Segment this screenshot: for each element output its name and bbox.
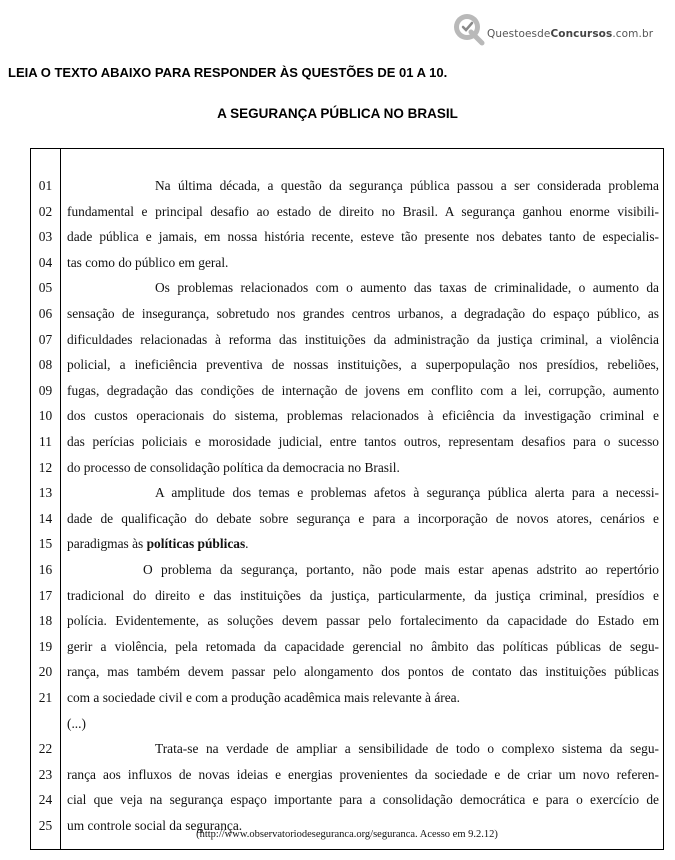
line-number: 02 (38, 203, 53, 219)
line-text: A amplitude dos temas e problemas afetos à segurança pública alerta para a necessi- (155, 485, 659, 501)
text-line (31, 659, 663, 684)
line-text: Os problemas relacionados com o aumento das taxas de criminalidade, o aumento da (155, 280, 659, 296)
instructions-heading: LEIA O TEXTO ABAIXO PARA RESPONDER ÀS QUESTÕES DE 01 A 10. (8, 65, 448, 80)
text-line (31, 787, 663, 812)
line-text: do processo de consolidação política da democracia no Brasil. (67, 459, 400, 475)
text-line (31, 531, 663, 556)
line-number: 16 (38, 562, 53, 577)
text-title: A SEGURANÇA PÚBLICA NO BRASIL (217, 106, 458, 121)
text-line (31, 301, 663, 326)
line-number: 15 (38, 536, 53, 552)
line-number: 23 (38, 766, 53, 782)
line-text: fugas, degradação das condições de internação de jovens em conflito com a lei, corrupção, aumento (67, 382, 659, 398)
line-text: dos custos operacionais do sistema, problemas relacionados à eficiência da investigação criminal e (67, 408, 659, 424)
line-text: Trata-se na verdade de ampliar a sensibilidade de todo o complexo sistema da segu- (155, 741, 659, 757)
text-line (31, 199, 663, 224)
line-number: 13 (38, 485, 53, 501)
line-number: 24 (38, 792, 53, 808)
text-line (31, 250, 663, 275)
line-number: 03 (38, 229, 53, 245)
line-number: 11 (39, 434, 52, 449)
logo-wordmark: QuestoesdeConcursos.com.br (487, 28, 654, 40)
text-line (31, 224, 663, 249)
line-number: 09 (38, 382, 53, 398)
line-number: 07 (38, 331, 53, 347)
bold-term: políticas públicas (146, 536, 246, 552)
text-line (31, 352, 663, 377)
line-text: (...) (67, 715, 86, 731)
line-number: 14 (38, 510, 53, 526)
line-text: rança aos influxos de novas ideias e energias provenientes da sociedade e de criar um novo referen- (67, 766, 659, 782)
line-text: policial, a ineficiência preventiva de nossas instituições, a superpopulação nos presídios, rebeliões, (67, 357, 659, 373)
text-line (31, 327, 663, 352)
line-number: 18 (38, 613, 53, 629)
line-text: das perícias policiais e morosidade judicial, entre tantos outros, representam desafios para o sucesso (67, 434, 659, 449)
line-text: sensação de insegurança, sobretudo nos grandes centros urbanos, a degradação do espaço público, as (67, 306, 659, 321)
line-number: 17 (38, 587, 53, 603)
text-line (31, 275, 663, 300)
text-line (31, 608, 663, 633)
line-number: 22 (38, 741, 53, 757)
line-text: O problema da segurança, portanto, não pode mais estar apenas adstrito ao repertório (143, 562, 659, 577)
line-text: dade pública e jamais, em nossa história recente, esteve tão presente nos debates tanto de especialis- (67, 229, 659, 245)
text-line (31, 429, 663, 454)
line-text: paradigmas às políticas públicas. (67, 536, 249, 552)
text-line (31, 711, 663, 736)
line-text: dade de qualificação do debate sobre segurança e para a incorporação de novos atores, cenários e (67, 510, 659, 526)
text-line (31, 762, 663, 787)
line-text: fundamental e principal desafio ao estado de direito no Brasil. A segurança ganhou enorme visibili- (67, 203, 659, 219)
line-text: com a sociedade civil e com a produção acadêmica mais relevante à área. (67, 690, 460, 705)
line-number: 01 (38, 178, 53, 193)
line-text: tradicional do direito e das instituições da justiça, particularmente, da justiça criminal, presídios e (67, 587, 659, 603)
line-text: tas como do público em geral. (67, 254, 229, 270)
line-number: 05 (38, 280, 53, 296)
text-line (31, 583, 663, 608)
text-line (31, 557, 663, 582)
line-number: 06 (38, 306, 53, 321)
line-text: cial que veja na segurança espaço importante para a consolidação democrática e para o exercício de (67, 792, 659, 808)
text-line (31, 403, 663, 428)
line-number: 04 (38, 254, 53, 270)
line-number: 08 (38, 357, 53, 373)
line-number: 12 (38, 459, 53, 475)
text-line (31, 455, 663, 480)
line-text: Na última década, a questão da segurança pública passou a ser considerada problema (155, 178, 659, 193)
line-text: dificuldades relacionadas à reforma das instituições da administração da justiça criminal, a violência (67, 331, 659, 347)
site-logo (451, 8, 661, 48)
text-line (31, 685, 663, 710)
text-line (31, 736, 663, 761)
line-text: gerir a violência, pela retomada da capacidade gerencial no âmbito das políticas públicas de segu- (67, 638, 659, 654)
text-box (30, 148, 664, 850)
text-line (31, 378, 663, 403)
text-line (31, 173, 663, 198)
line-text: rança, mas também devem passar pelo alongamento dos pontos de contato das instituições públicas (67, 664, 659, 680)
text-line (31, 506, 663, 531)
line-number: 25 (38, 818, 53, 833)
text-line (31, 480, 663, 505)
line-text: polícia. Evidentemente, as soluções devem passar pelo fortalecimento da capacidade do Estado em (67, 613, 659, 629)
line-number: 21 (38, 690, 53, 705)
line-text: um controle social da segurança. (67, 818, 243, 833)
logo-emblem-icon (451, 10, 487, 46)
source-citation: (http://www.observatoriodeseguranca.org/seguranca. Acesso em 9.2.12) (196, 829, 498, 840)
line-number: 20 (38, 664, 53, 680)
line-number: 10 (38, 408, 53, 424)
text-line (31, 634, 663, 659)
line-number: 19 (38, 638, 53, 654)
